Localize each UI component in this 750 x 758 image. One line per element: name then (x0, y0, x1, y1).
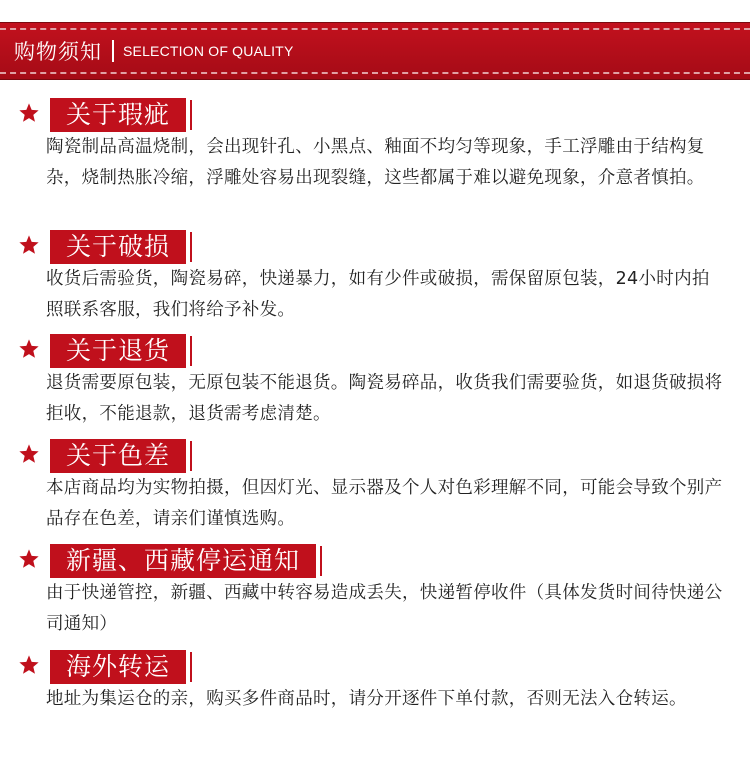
section-title: 新疆、西藏停运通知 (50, 544, 316, 578)
section-title: 海外转运 (50, 650, 186, 684)
page-title: 购物须知 (14, 40, 102, 64)
title-divider (112, 40, 114, 62)
section-title: 关于退货 (50, 334, 186, 368)
section-text: 陶瓷制品高温烧制，会出现针孔、小黑点、釉面不均匀等现象，手工浮雕由于结构复杂，烧制热胀冷缩，浮雕处容易出现裂缝，这些都属于难以避免现象，介意者慎拍。 (46, 137, 705, 188)
star-icon (18, 443, 40, 465)
section-header (0, 230, 750, 264)
section-header (0, 650, 750, 684)
section-text: 本店商品均为实物拍摄，但因灯光、显示器及个人对色彩理解不同，可能会导致个别产品存在色差，请亲们谨慎选购。 (46, 478, 723, 529)
section-header (0, 439, 750, 473)
notice-section-color-difference (0, 439, 750, 535)
section-text: 由于快递管控，新疆、西藏中转容易造成丢失，快递暂停收件（具体发货时间待快递公司通知） (46, 583, 723, 634)
section-text: 地址为集运仓的亲，购买多件商品时，请分开逐件下单付款，否则无法入仓转运。 (46, 689, 687, 709)
section-header (0, 544, 750, 578)
section-header (0, 98, 750, 132)
notice-section-xinjiang-tibet (0, 544, 750, 640)
header-banner (0, 22, 750, 80)
page-subtitle: SELECTION OF QUALITY (123, 43, 294, 59)
star-icon (18, 234, 40, 256)
notice-section-defects (0, 98, 750, 194)
section-title: 关于色差 (50, 439, 186, 473)
star-icon (18, 102, 40, 124)
section-title: 关于破损 (50, 230, 186, 264)
section-text: 退货需要原包装，无原包装不能退货。陶瓷易碎品，收货我们需要验货，如退货破损将拒收，不能退款，退货需考虑清楚。 (46, 373, 723, 424)
star-icon (18, 338, 40, 360)
notice-section-overseas (0, 650, 750, 715)
star-icon (18, 654, 40, 676)
banner-content (14, 23, 293, 79)
star-icon (18, 548, 40, 570)
notice-section-returns (0, 334, 750, 430)
notice-section-damage (0, 230, 750, 326)
section-header (0, 334, 750, 368)
section-title: 关于瑕疵 (50, 98, 186, 132)
section-text: 收货后需验货，陶瓷易碎，快递暴力，如有少件或破损，需保留原包装，24小时内拍照联系客服，我们将给予补发。 (46, 269, 710, 320)
